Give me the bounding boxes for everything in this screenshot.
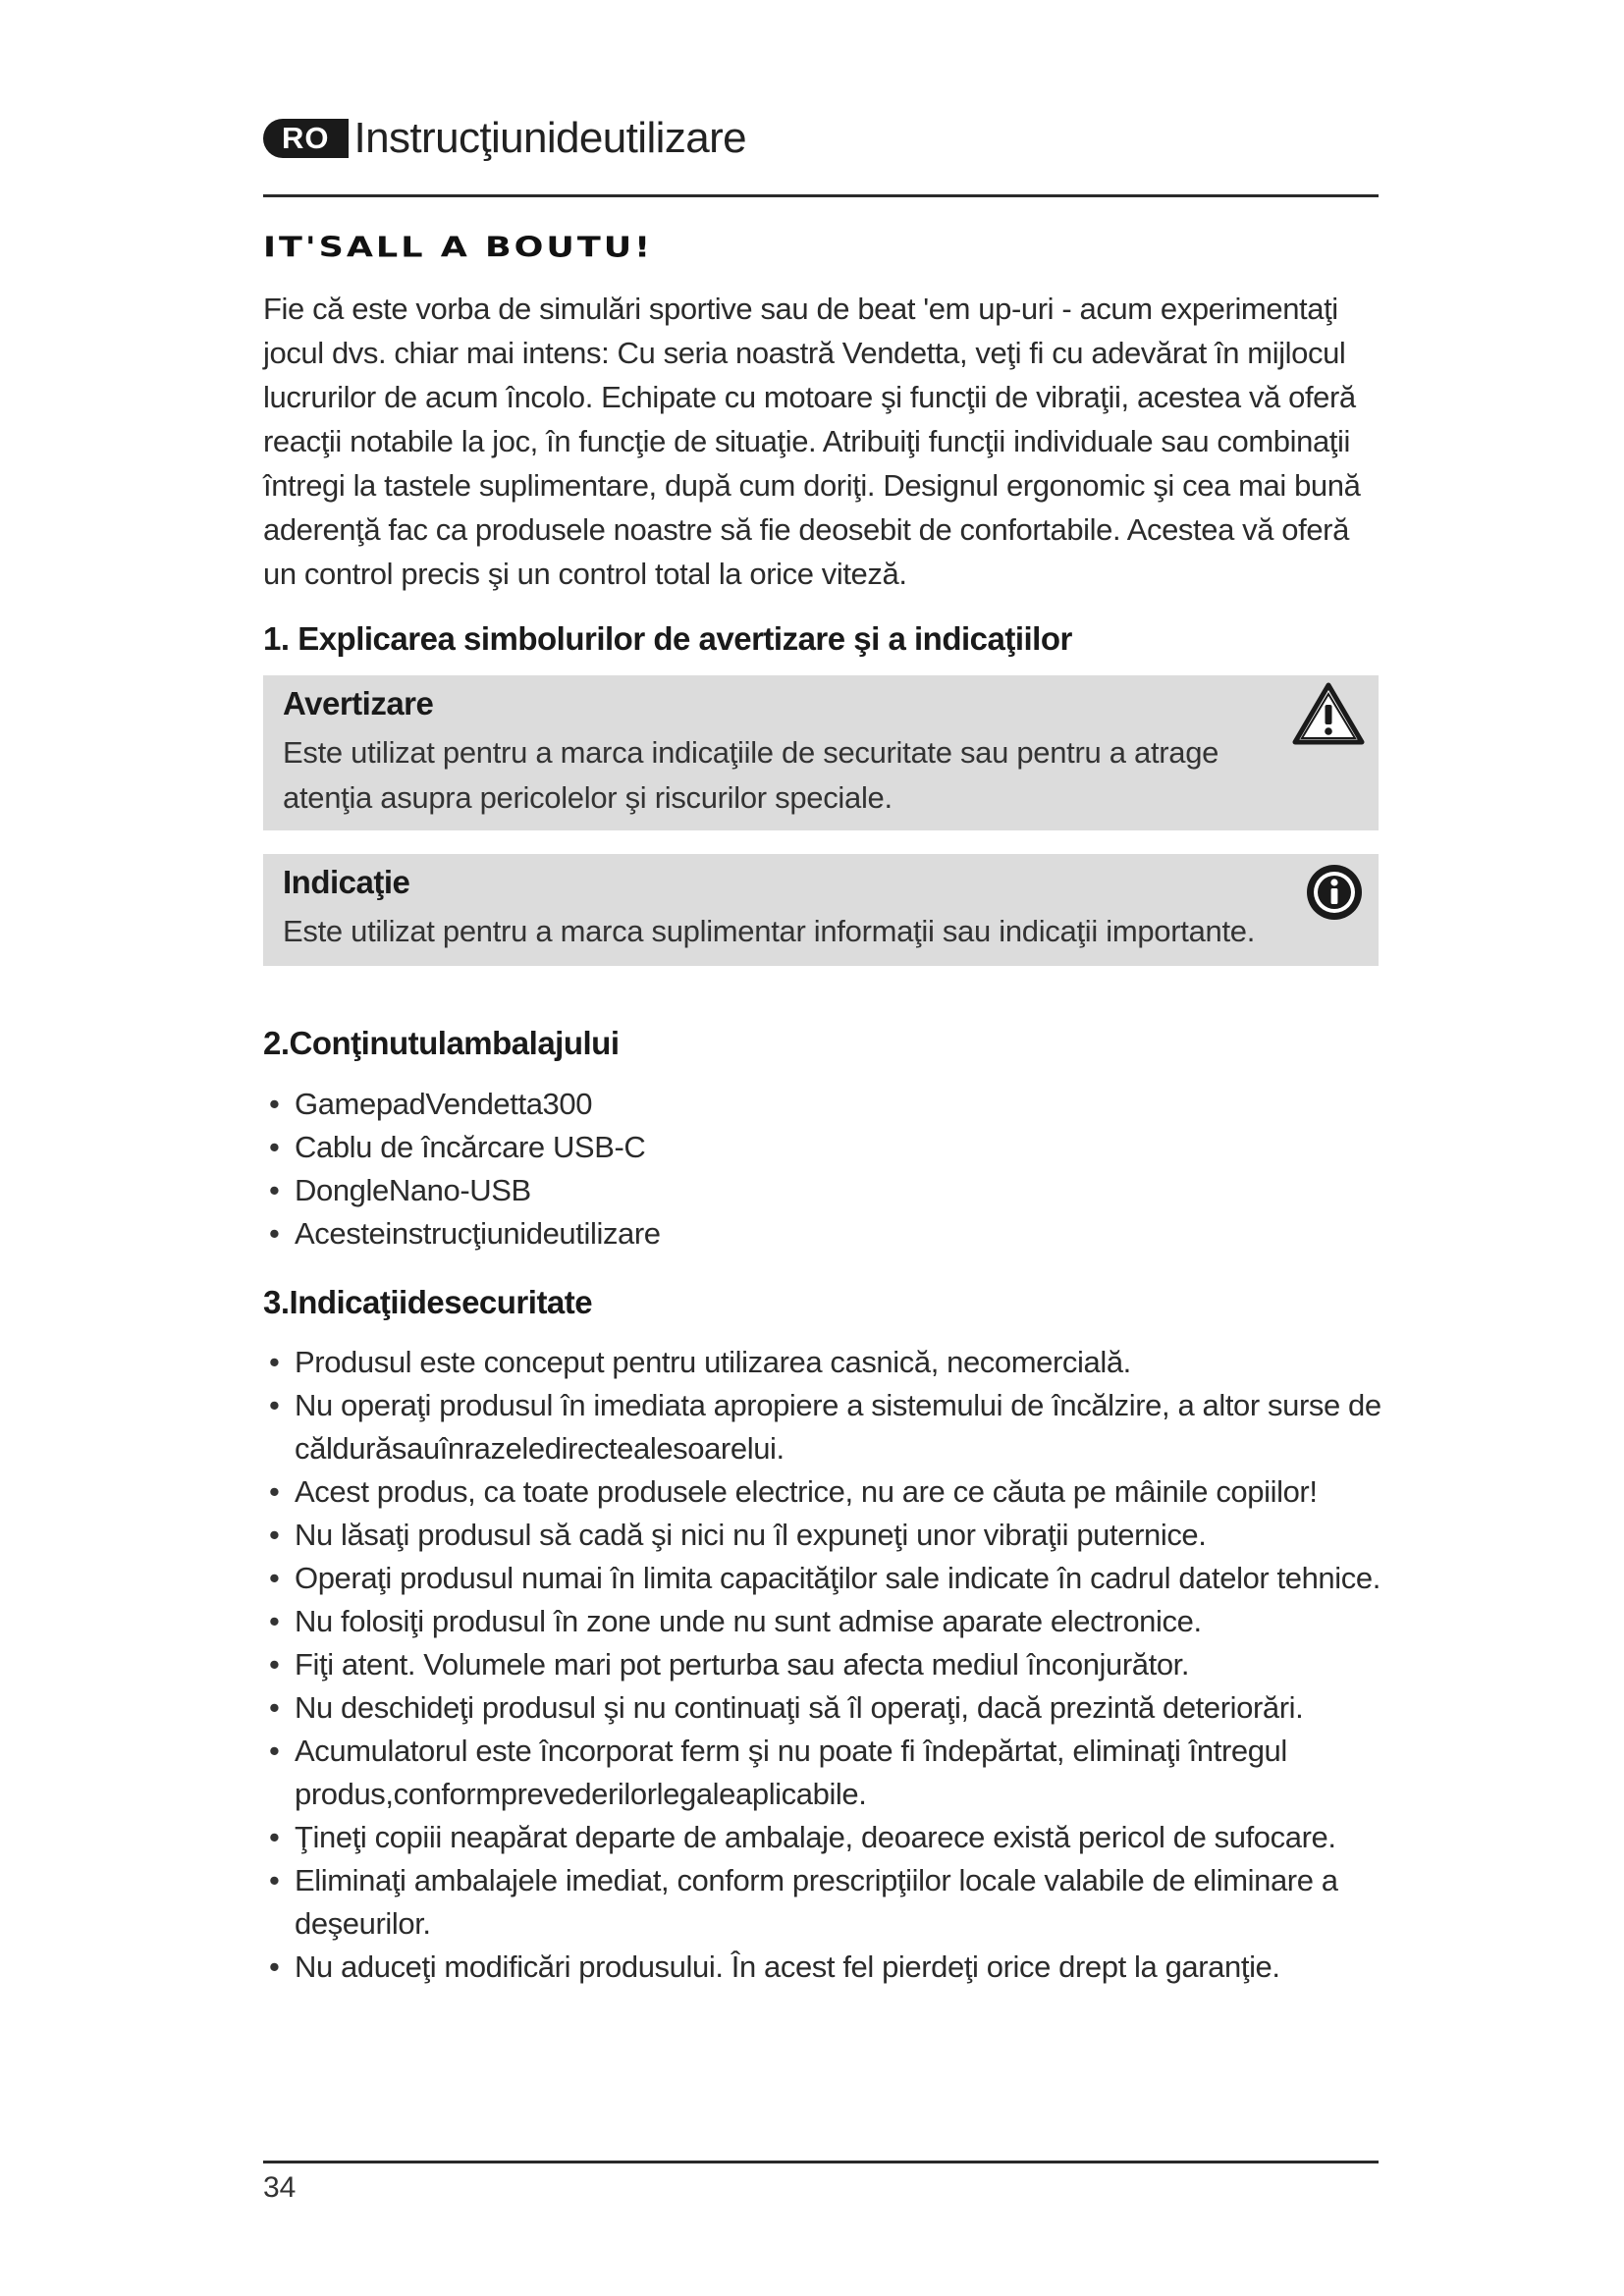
- intro-paragraph: Fie că este vorba de simulări sportive sau de beat 'em up-uri - acum experimentaţi jocul dvs. chiar mai intens: Cu seria noastră Vendetta, veţi fi cu adevărat în mijlocul lucrurilor de acum încolo. Echipate cu motoare şi funcţii de vibraţii, acestea vă oferă reacţii notabile la joc, în funcţie de situaţie. Atribuiţi funcţii individuale sau combinaţii întregi la tastele suplimentare, după cum doriţi. Designul ergonomic şi cea mai bună aderenţă fac ca produsele noastre să fie deosebit de confortabile. Acestea vă oferă un control precis şi un control total la orice viteză.: [263, 292, 1361, 591]
- list-item: • Acumulatorul este încorporat ferm şi nu poate fi îndepărtat, eliminaţi întregul produs,conformprevederilorlegaleaplicabile.: [263, 1730, 1382, 1816]
- safety-instructions-list: [263, 1341, 1382, 1989]
- list-item: • Fiţi atent. Volumele mari pot perturba sau afecta mediul înconjurător.: [263, 1643, 1382, 1686]
- warning-title: Avertizare: [283, 685, 434, 721]
- footer-divider: [263, 2161, 1379, 2163]
- list-item: • Nu aduceţi modificări produsului. În acest fel pierdeţi orice drept la garanţie.: [263, 1946, 1382, 1989]
- warning-triangle-icon: [1292, 681, 1365, 751]
- list-item: • Operaţi produsul numai în limita capacităţilor sale indicate în cadrul datelor tehnice.: [263, 1557, 1382, 1600]
- list-item: • Eliminaţi ambalajele imediat, conform prescripţiilor locale valabile de eliminare a deşeurilor.: [263, 1859, 1382, 1946]
- list-item: • Nu folosiţi produsul în zone unde nu sunt admise aparate electronice.: [263, 1600, 1382, 1643]
- note-box: [263, 854, 1379, 966]
- slogan-heading: IT'SALL A BOUTU!: [263, 232, 654, 264]
- list-item: • DongleNano-USB: [263, 1169, 1382, 1212]
- list-item: • Cablu de încărcare USB-C: [263, 1126, 1382, 1169]
- list-item: • Nu deschideţi produsul şi nu continuaţi să îl operaţi, dacă prezintă deteriorări.: [263, 1686, 1382, 1730]
- list-item: • Ţineţi copiii neapărat departe de ambalaje, deoarece există pericol de sufocare.: [263, 1816, 1382, 1859]
- list-item: • Nu lăsaţi produsul să cadă şi nici nu îl expuneţi unor vibraţii puternice.: [263, 1514, 1382, 1557]
- page-header: [263, 114, 746, 163]
- section-2-heading: 2.Conţinutulambalajului: [263, 1025, 620, 1061]
- header-title: Instrucţiunideutilizare: [353, 114, 747, 162]
- section-3-heading: 3.Indicaţiidesecuritate: [263, 1284, 593, 1320]
- header-divider: [263, 194, 1379, 197]
- page-number: 34: [263, 2171, 297, 2204]
- language-badge: RO: [263, 119, 349, 158]
- package-contents-list: [263, 1083, 1382, 1255]
- info-icon: [1304, 862, 1365, 928]
- note-title: Indicaţie: [283, 864, 410, 900]
- list-item: • Produsul este conceput pentru utilizarea casnică, necomercială.: [263, 1341, 1382, 1384]
- list-item: • Nu operaţi produsul în imediata apropiere a sistemului de încălzire, a altor surse de căldurăsauînrazeledirectealesoarelui.: [263, 1384, 1382, 1470]
- list-item: • Acest produs, ca toate produsele electrice, nu are ce căuta pe mâinile copiilor!: [263, 1470, 1382, 1514]
- section-1-heading: 1. Explicarea simbolurilor de avertizare şi a indicaţiilor: [263, 620, 1072, 657]
- note-text: Este utilizat pentru a marca suplimentar informaţii sau indicaţii importante.: [283, 914, 1256, 948]
- list-item: • Acesteinstrucţiunideutilizare: [263, 1212, 1382, 1255]
- list-item: • GamepadVendetta300: [263, 1083, 1382, 1126]
- warning-text: Este utilizat pentru a marca indicaţiile de securitate sau pentru a atrage atenţia asupra pericolelor şi riscurilor speciale.: [283, 735, 1219, 815]
- warning-box: [263, 675, 1379, 830]
